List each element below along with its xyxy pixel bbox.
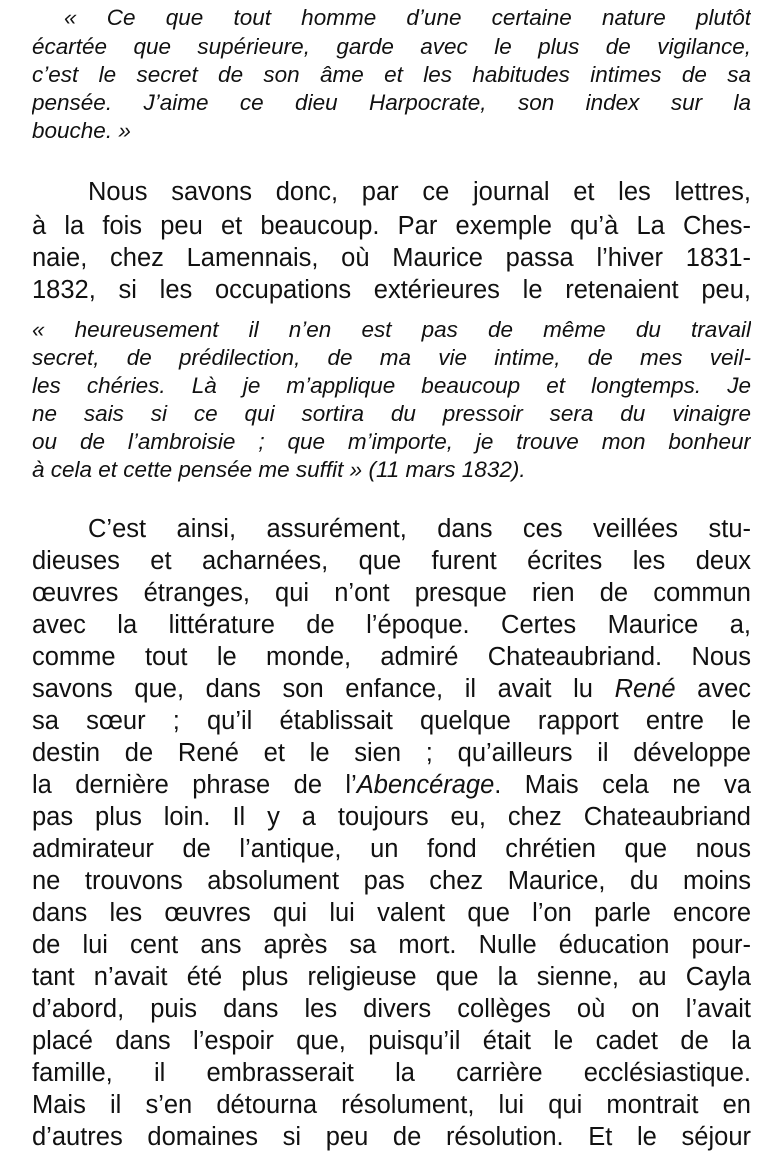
quote-line: bouche. » bbox=[32, 118, 131, 143]
paragraph-line: naie, chez Lamennais, où Maurice passa l’hiver 1831- bbox=[32, 244, 751, 272]
paragraph-line: avec la littérature de l’époque. Certes Maurice a, bbox=[32, 611, 751, 639]
paragraph-line: pas plus loin. Il y a toujours eu, chez Chateaubriand bbox=[32, 803, 751, 831]
paragraph-line: Nous savons donc, par ce journal et les lettres, bbox=[88, 178, 751, 206]
paragraph-line: de lui cent ans après sa mort. Nulle éducation pour- bbox=[32, 931, 751, 959]
quote-line: c’est le secret de son âme et les habitudes intimes de sa bbox=[32, 62, 751, 87]
text-run: avec bbox=[675, 675, 751, 703]
quote-line: secret, de prédilection, de ma vie intime, de mes veil- bbox=[32, 345, 751, 370]
paragraph-line bbox=[32, 769, 751, 802]
quote-line: écartée que supérieure, garde avec le plus de vigilance, bbox=[32, 34, 751, 59]
paragraph-line: placé dans l’espoir que, puisqu’il était le cadet de la bbox=[32, 1027, 751, 1055]
text-run: . Mais cela ne va bbox=[494, 771, 751, 799]
paragraph-line: comme tout le monde, admiré Chateaubriand. Nous bbox=[32, 643, 751, 671]
paragraph-line: admirateur de l’antique, un fond chrétien que nous bbox=[32, 835, 751, 863]
paragraph-line: à la fois peu et beaucoup. Par exemple qu’à La Ches- bbox=[32, 212, 751, 240]
paragraph-line: C’est ainsi, assurément, dans ces veillées stu- bbox=[88, 515, 751, 543]
paragraph-line: ne trouvons absolument pas chez Maurice, du moins bbox=[32, 867, 751, 895]
paragraph-line: d’autres domaines si peu de résolution. Et le séjour bbox=[32, 1123, 751, 1151]
paragraph-line: d’abord, puis dans les divers collèges où on l’avait bbox=[32, 995, 751, 1023]
work-title-rene: René bbox=[614, 675, 676, 703]
paragraph-line: destin de René et le sien ; qu’ailleurs il développe bbox=[32, 739, 751, 767]
paragraph-line: dieuses et acharnées, que furent écrites les deux bbox=[32, 547, 751, 575]
quote-line: ne sais si ce qui sortira du pressoir sera du vinaigre bbox=[32, 401, 751, 426]
quote-line: « Ce que tout homme d’une certaine nature plutôt bbox=[64, 5, 751, 30]
paragraph-line: Mais il s’en détourna résolument, lui qui montrait en bbox=[32, 1091, 751, 1119]
work-title-abencerage: Abencérage bbox=[356, 771, 495, 799]
text-run: savons que, dans son enfance, il avait lu bbox=[32, 675, 615, 703]
paragraph-line: 1832, si les occupations extérieures le retenaient peu, bbox=[32, 276, 751, 304]
text-run: la dernière phrase de l’ bbox=[32, 771, 357, 799]
paragraph-line: sa sœur ; qu’il établissait quelque rapport entre le bbox=[32, 707, 751, 735]
quote-line: pensée. J’aime ce dieu Harpocrate, son index sur la bbox=[32, 90, 751, 115]
paragraph-line: œuvres étranges, qui n’ont presque rien de commun bbox=[32, 579, 751, 607]
quote-line: à cela et cette pensée me suffit » (11 mars 1832). bbox=[32, 457, 526, 482]
paragraph-line: dans les œuvres qui lui valent que l’on parle encore bbox=[32, 899, 751, 927]
quote-line: les chéries. Là je m’applique beaucoup et longtemps. Je bbox=[32, 373, 751, 398]
paragraph-line: famille, il embrasserait la carrière ecclésiastique. bbox=[32, 1059, 751, 1087]
quote-line: ou de l’ambroisie ; que m’importe, je trouve mon bonheur bbox=[32, 429, 751, 454]
quote-line: « heureusement il n’en est pas de même du travail bbox=[32, 317, 751, 342]
paragraph-line: tant n’avait été plus religieuse que la sienne, au Cayla bbox=[32, 963, 751, 991]
paragraph-line bbox=[32, 673, 751, 706]
